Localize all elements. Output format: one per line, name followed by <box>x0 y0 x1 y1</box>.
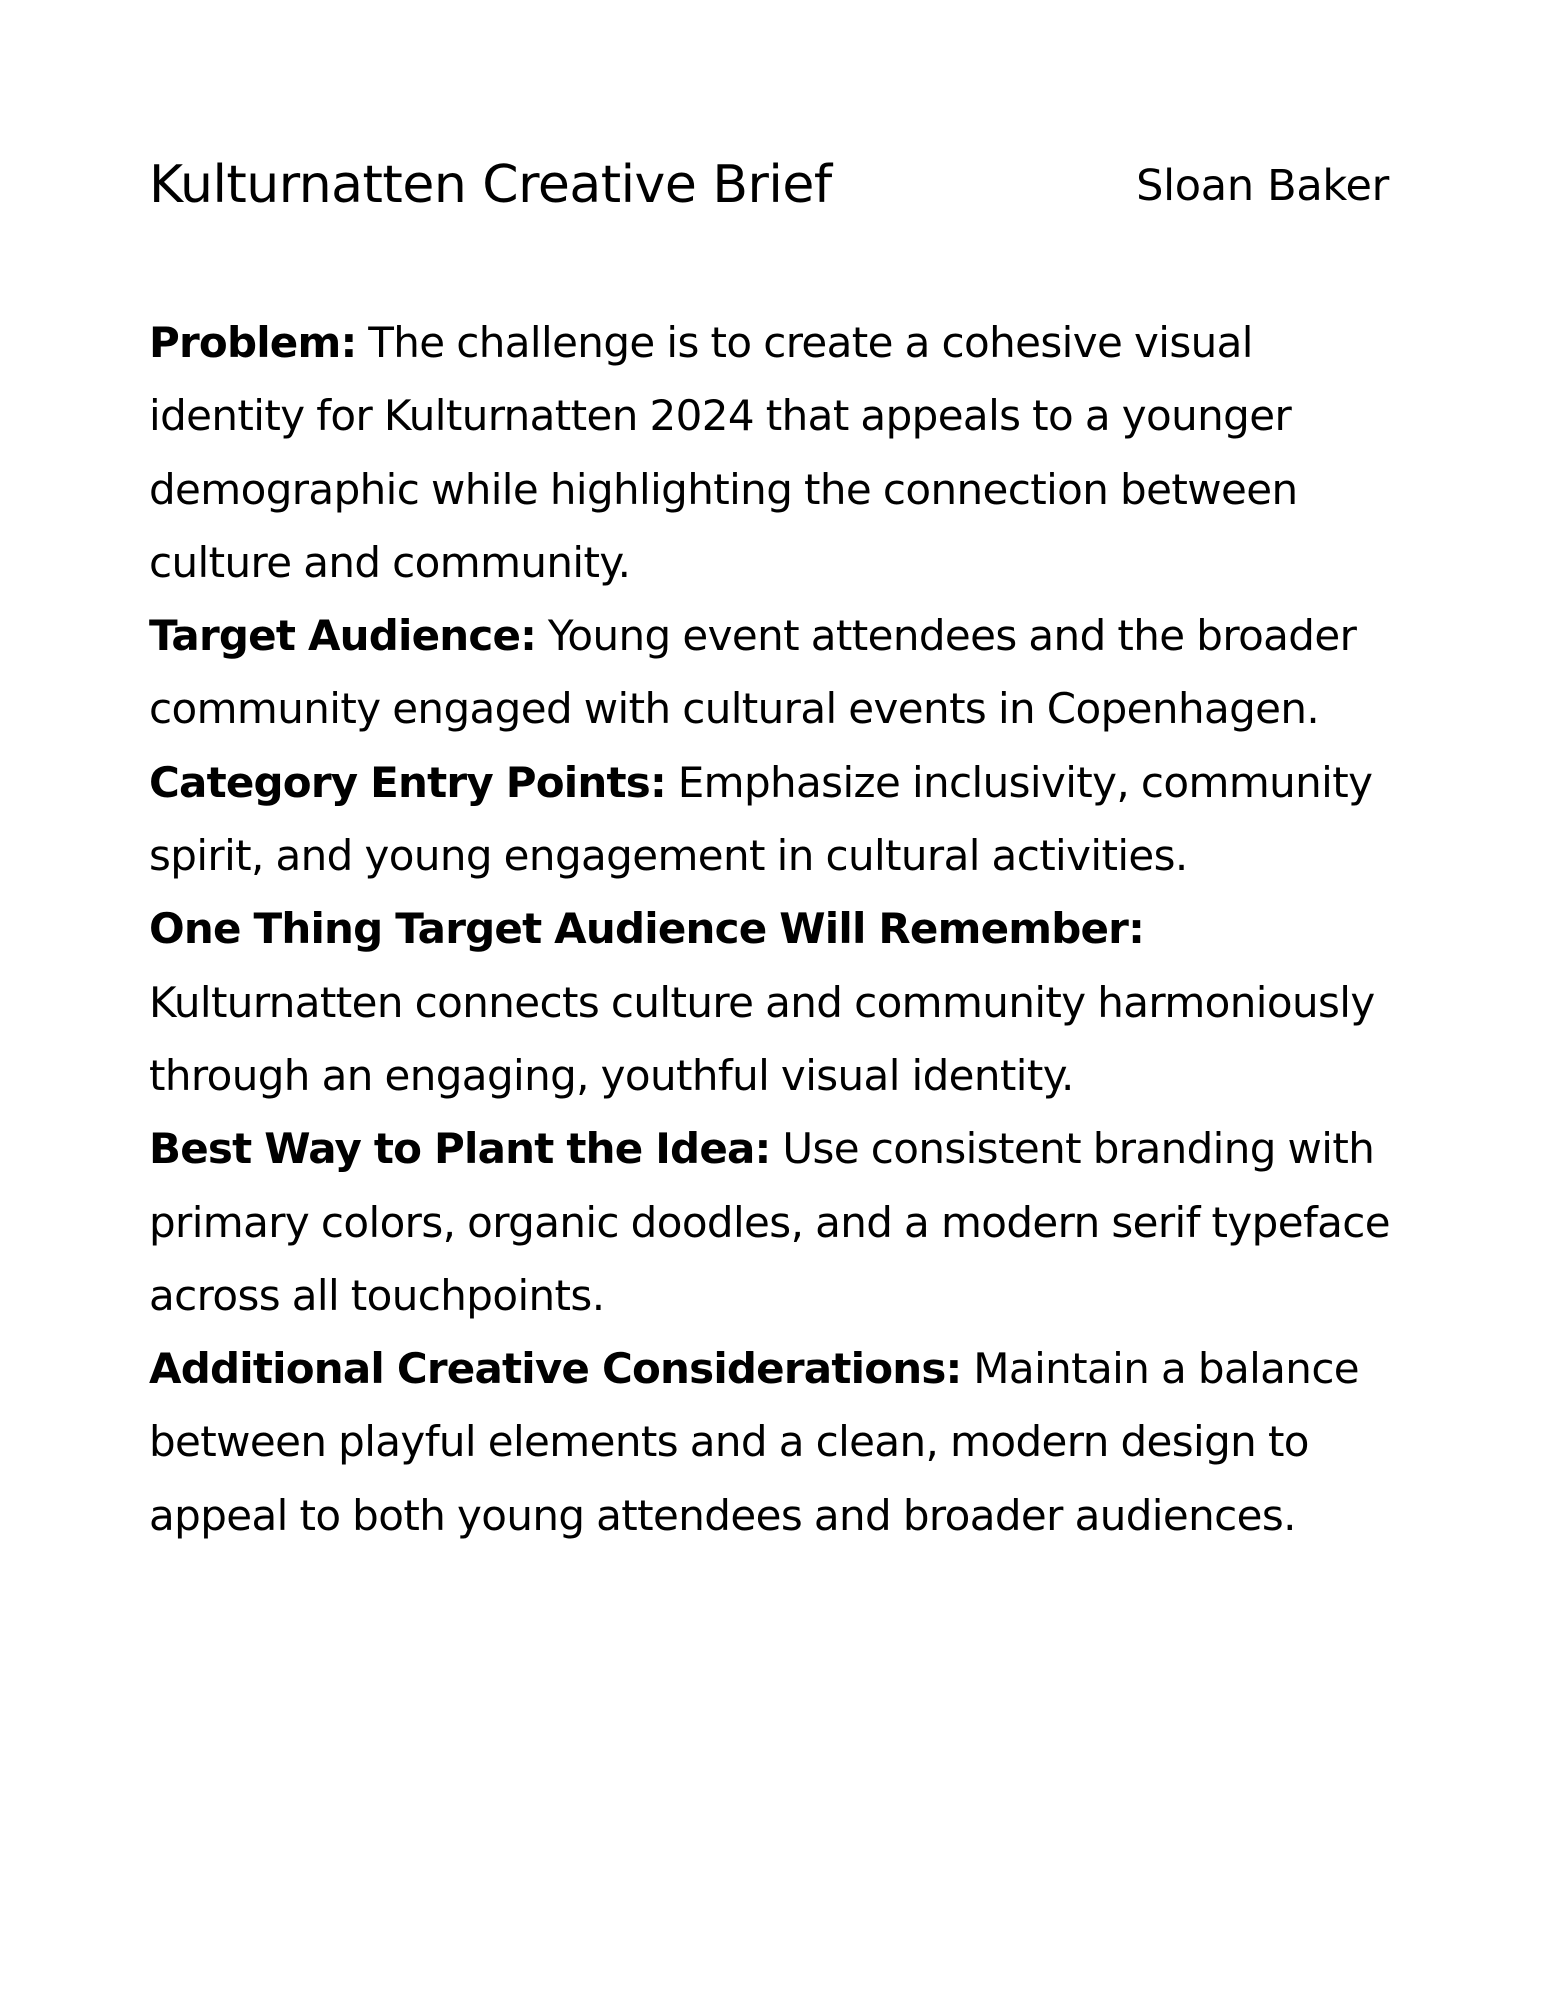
section-one-thing-remember <box>149 892 1409 1112</box>
brief-body <box>149 306 1409 1552</box>
section-label: One Thing Target Audience Will Remember: <box>149 904 1145 954</box>
section-target-audience <box>149 599 1409 746</box>
section-category-entry-points <box>149 746 1409 893</box>
section-text: The challenge is to create a cohesive visual identity for Kulturnatten 2024 that appeals to a younger demographic while highlighting the connection between culture and community. <box>149 318 1298 587</box>
section-label: Best Way to Plant the Idea: <box>149 1124 771 1174</box>
section-text: Kulturnatten connects culture and community harmoniously through an engaging, youthful visual identity. <box>149 977 1375 1100</box>
section-label: Additional Creative Considerations: <box>149 1344 962 1394</box>
section-label: Problem: <box>149 318 357 367</box>
section-best-way-plant-idea <box>149 1112 1409 1332</box>
section-additional-considerations <box>149 1332 1409 1552</box>
section-problem <box>149 306 1409 599</box>
section-text: Young event attendees and the broader community engaged with cultural events in Copenhagen. <box>149 611 1357 734</box>
document-header <box>149 150 1389 220</box>
section-text: Maintain a balance between playful elements and a clean, modern design to appeal to both young attendees and broader audiences. <box>149 1344 1360 1540</box>
section-label: Target Audience: <box>149 611 537 661</box>
section-label: Category Entry Points: <box>149 757 666 807</box>
document-title: Kulturnatten Creative Brief <box>149 155 832 215</box>
author-name: Sloan Baker <box>1136 161 1389 211</box>
section-text: Use consistent branding with primary colors, organic doodles, and a modern serif typeface across all touchpoints. <box>149 1124 1391 1320</box>
section-text: Emphasize inclusivity, community spirit, and young engagement in cultural activities. <box>149 757 1373 881</box>
